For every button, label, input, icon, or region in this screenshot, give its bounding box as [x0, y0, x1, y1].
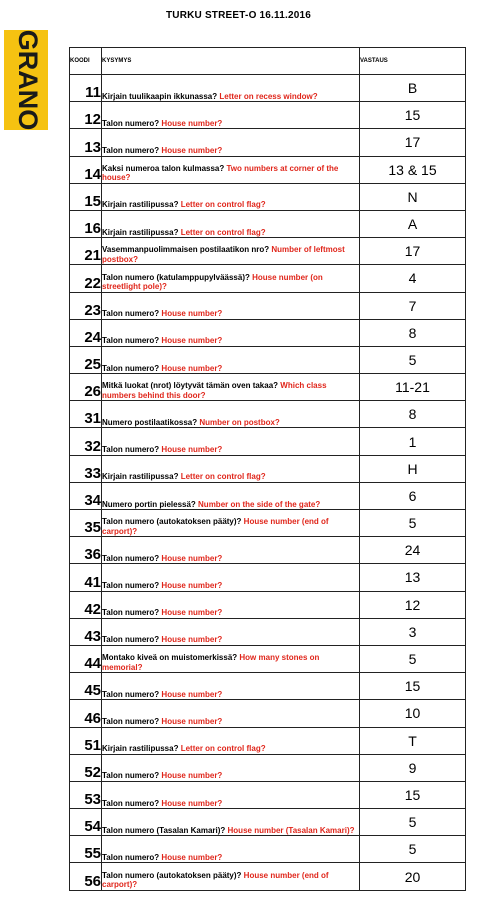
table-row	[70, 156, 466, 183]
control-code: 41	[70, 564, 102, 591]
question-english: House number?	[161, 309, 223, 319]
question-finnish: Kirjain tuulikaapin ikkunassa?	[102, 91, 218, 101]
table-row	[70, 510, 466, 537]
question-english: House number?	[161, 635, 223, 645]
answer-cell: 24	[360, 537, 466, 564]
question-finnish: Talon numero?	[102, 717, 160, 726]
question-finnish: Talon numero?	[102, 118, 160, 128]
question-finnish: Kirjain rastilipussa?	[102, 744, 179, 754]
answer-cell: 13 & 15	[360, 156, 466, 183]
table-row	[70, 564, 466, 591]
question-finnish: Kirjain rastilipussa?	[102, 227, 179, 237]
question-english: House number?	[161, 771, 223, 781]
control-code: 54	[70, 809, 102, 836]
table-row	[70, 809, 466, 836]
table-row	[70, 346, 466, 373]
question-english: House number?	[161, 689, 223, 699]
question-english: How many stones on memorial?	[102, 653, 320, 672]
question-cell	[102, 265, 360, 292]
answer-cell: N	[360, 183, 466, 210]
table-row	[70, 482, 466, 509]
table-header-row	[70, 48, 466, 75]
answer-cell: 5	[360, 809, 466, 836]
control-code: 35	[70, 510, 102, 537]
question-finnish: Talon numero?	[102, 635, 160, 645]
control-code: 33	[70, 455, 102, 482]
control-code: 14	[70, 156, 102, 183]
question-finnish: Kirjain rastilipussa?	[102, 200, 179, 210]
table-row	[70, 129, 466, 156]
question-cell	[102, 537, 360, 564]
question-english: Letter on control flag?	[180, 227, 266, 237]
question-cell	[102, 645, 360, 672]
table-row	[70, 537, 466, 564]
question-english: House number?	[161, 852, 223, 862]
answer-cell: 4	[360, 265, 466, 292]
question-cell	[102, 238, 360, 265]
table-row	[70, 455, 466, 482]
control-code: 24	[70, 319, 102, 346]
table-row	[70, 700, 466, 727]
table-row	[70, 781, 466, 808]
answer-cell: A	[360, 210, 466, 237]
table-row	[70, 401, 466, 428]
question-cell	[102, 210, 360, 237]
question-english: House number?	[161, 363, 223, 373]
answer-cell: 12	[360, 591, 466, 618]
question-finnish: Talon numero?	[102, 336, 160, 346]
question-english: Letter on control flag?	[180, 472, 266, 482]
control-code: 34	[70, 482, 102, 509]
question-finnish: Kirjain rastilipussa?	[102, 472, 179, 482]
table-row	[70, 265, 466, 292]
answer-cell: 20	[360, 863, 466, 890]
question-cell	[102, 564, 360, 591]
control-code: 16	[70, 210, 102, 237]
question-cell	[102, 618, 360, 645]
page-title: TURKU STREET-O 16.11.2016	[165, 10, 312, 21]
question-finnish: Numero portin pielessä?	[102, 499, 196, 509]
header-question: KYSYMYS	[102, 48, 360, 75]
logo-text: GRANO	[12, 30, 43, 130]
table-row	[70, 673, 466, 700]
question-finnish: Talon numero?	[102, 798, 160, 808]
question-finnish: Talon numero?	[102, 689, 160, 699]
answer-cell: 5	[360, 510, 466, 537]
answer-cell: 6	[360, 482, 466, 509]
answer-cell: 15	[360, 102, 466, 129]
grano-logo	[4, 30, 48, 130]
question-english: House number (end of carport)?	[102, 870, 329, 890]
control-code: 43	[70, 618, 102, 645]
question-finnish: Talon numero?	[102, 445, 160, 455]
question-english: House number?	[161, 445, 223, 455]
question-english: House number?	[161, 146, 223, 156]
question-cell	[102, 428, 360, 455]
question-english: House number?	[161, 581, 223, 591]
question-cell	[102, 183, 360, 210]
question-cell	[102, 75, 360, 102]
question-finnish: Montako kiveä on muistomerkissä?	[102, 653, 238, 663]
control-code: 42	[70, 591, 102, 618]
answer-cell: 8	[360, 319, 466, 346]
question-cell	[102, 482, 360, 509]
table-row	[70, 374, 466, 401]
table-row	[70, 727, 466, 754]
answer-cell: 17	[360, 238, 466, 265]
control-code: 46	[70, 700, 102, 727]
question-cell	[102, 292, 360, 319]
question-english: House number?	[161, 336, 223, 346]
control-code: 55	[70, 836, 102, 863]
question-finnish: Talon numero (Tasalan Kamari)?	[102, 825, 226, 835]
question-cell	[102, 809, 360, 836]
question-cell	[102, 319, 360, 346]
answer-cell: 10	[360, 700, 466, 727]
question-english: House number?	[161, 553, 223, 563]
header-answer: VASTAUS	[360, 48, 466, 75]
question-finnish: Talon numero (katulamppupylväässä)?	[102, 272, 250, 282]
question-finnish: Talon numero?	[102, 363, 160, 373]
question-finnish: Talon numero?	[102, 852, 160, 862]
question-finnish: Talon numero?	[102, 553, 160, 563]
table-row	[70, 863, 466, 890]
question-cell	[102, 836, 360, 863]
control-code: 56	[70, 863, 102, 890]
table-row	[70, 75, 466, 102]
control-code: 44	[70, 645, 102, 672]
table-row	[70, 591, 466, 618]
table-row	[70, 618, 466, 645]
answer-cell: T	[360, 727, 466, 754]
control-code: 31	[70, 401, 102, 428]
table-row	[70, 292, 466, 319]
control-code: 45	[70, 673, 102, 700]
question-finnish: Talon numero (autokatoksen pääty)?	[102, 517, 242, 527]
control-code: 32	[70, 428, 102, 455]
control-code: 22	[70, 265, 102, 292]
answer-cell: 9	[360, 754, 466, 781]
answer-cell: B	[360, 75, 466, 102]
answer-cell: 13	[360, 564, 466, 591]
table-row	[70, 102, 466, 129]
answer-cell: 15	[360, 673, 466, 700]
answer-cell: 1	[360, 428, 466, 455]
control-code: 13	[70, 129, 102, 156]
question-cell	[102, 510, 360, 537]
table-row	[70, 238, 466, 265]
question-finnish: Kaksi numeroa talon kulmassa?	[102, 163, 225, 173]
control-code: 52	[70, 754, 102, 781]
question-english: House number?	[161, 608, 223, 618]
answer-cell: H	[360, 455, 466, 482]
control-code: 53	[70, 781, 102, 808]
question-english: Which class numbers behind this door?	[102, 381, 327, 400]
question-english: Two numbers at corner of the house?	[102, 163, 339, 183]
question-cell	[102, 129, 360, 156]
question-cell	[102, 455, 360, 482]
questions-table	[69, 47, 466, 891]
question-cell	[102, 673, 360, 700]
control-code: 11	[70, 75, 102, 102]
question-english: House number (on streetlight pole)?	[102, 272, 323, 291]
question-cell	[102, 374, 360, 401]
table-row	[70, 754, 466, 781]
question-cell	[102, 727, 360, 754]
question-cell	[102, 591, 360, 618]
table-row	[70, 183, 466, 210]
question-english: House number (Tasalan Kamari)?	[227, 825, 355, 835]
control-code: 36	[70, 537, 102, 564]
question-english: Number of leftmost postbox?	[102, 245, 345, 264]
control-code: 23	[70, 292, 102, 319]
question-english: House number?	[161, 717, 223, 726]
question-finnish: Mitkä luokat (nrot) löytyvät tämän oven takaa?	[102, 381, 279, 391]
control-code: 15	[70, 183, 102, 210]
question-finnish: Talon numero (autokatoksen pääty)?	[102, 870, 242, 880]
control-code: 12	[70, 102, 102, 129]
question-cell	[102, 781, 360, 808]
answer-cell: 7	[360, 292, 466, 319]
question-finnish: Numero postilaatikossa?	[102, 417, 198, 427]
control-code: 25	[70, 346, 102, 373]
question-cell	[102, 863, 360, 890]
answer-cell: 5	[360, 346, 466, 373]
question-finnish: Vasemmanpuolimmaisen postilaatikon nro?	[102, 245, 270, 255]
question-finnish: Talon numero?	[102, 581, 160, 591]
answer-cell: 15	[360, 781, 466, 808]
header-code: KOODI	[70, 48, 102, 75]
table-row	[70, 428, 466, 455]
answer-cell: 3	[360, 618, 466, 645]
question-cell	[102, 102, 360, 129]
question-english: Number on the side of the gate?	[198, 499, 321, 509]
question-finnish: Talon numero?	[102, 771, 160, 781]
control-code: 26	[70, 374, 102, 401]
table-row	[70, 210, 466, 237]
question-cell	[102, 156, 360, 183]
question-english: Letter on control flag?	[180, 744, 266, 754]
question-english: Letter on recess window?	[219, 91, 318, 101]
table-row	[70, 319, 466, 346]
question-finnish: Talon numero?	[102, 309, 160, 319]
question-cell	[102, 346, 360, 373]
control-code: 51	[70, 727, 102, 754]
answer-cell: 17	[360, 129, 466, 156]
answer-cell: 5	[360, 836, 466, 863]
table-row	[70, 645, 466, 672]
answer-cell: 11-21	[360, 374, 466, 401]
table-row	[70, 836, 466, 863]
control-code: 21	[70, 238, 102, 265]
question-english: House number?	[161, 118, 223, 128]
question-cell	[102, 401, 360, 428]
question-english: House number (end of carport)?	[102, 517, 329, 536]
question-english: Letter on control flag?	[180, 200, 266, 210]
question-cell	[102, 754, 360, 781]
question-finnish: Talon numero?	[102, 608, 160, 618]
answer-cell: 5	[360, 645, 466, 672]
answer-cell: 8	[360, 401, 466, 428]
question-english: Number on postbox?	[199, 417, 280, 427]
question-finnish: Talon numero?	[102, 146, 160, 156]
question-english: House number?	[161, 798, 223, 808]
question-cell	[102, 700, 360, 727]
